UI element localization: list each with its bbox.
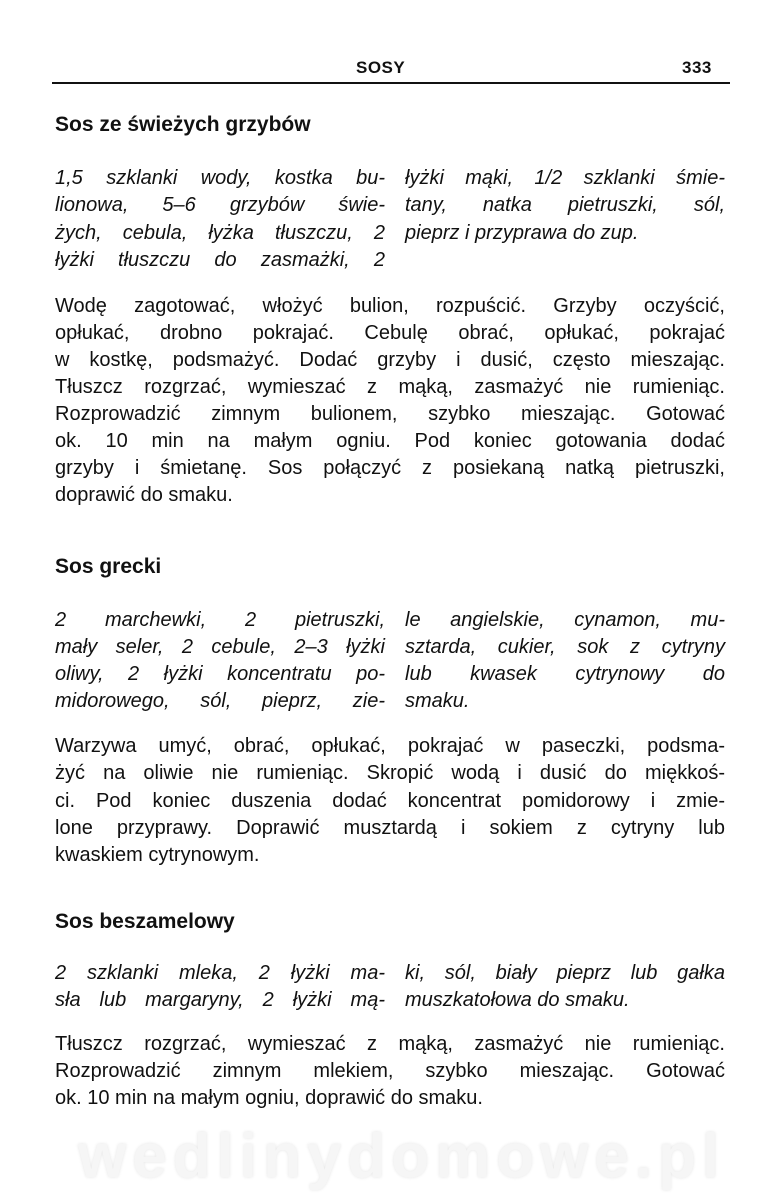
running-header: SOSY bbox=[356, 58, 406, 77]
instruction-line: Rozprowadzić zimnym mlekiem, szybko mieszając. Gotować bbox=[55, 1060, 725, 1082]
ingredient-line: sła lub margaryny, 2 łyżki mą- bbox=[55, 989, 385, 1011]
ingredient-line: mały seler, 2 cebule, 2–3 łyżki bbox=[55, 636, 385, 658]
instruction-line: Wodę zagotować, włożyć bulion, rozpuścić. Grzyby oczyścić, bbox=[55, 295, 725, 317]
ingredient-line: pieprz i przyprawa do zup. bbox=[405, 222, 639, 244]
header-rule bbox=[52, 82, 730, 84]
instruction-line: Warzywa umyć, obrać, opłukać, pokrajać w paseczki, podsma- bbox=[55, 735, 725, 757]
instruction-line: ci. Pod koniec duszenia dodać koncentrat pomidorowy i zmie- bbox=[55, 790, 725, 812]
ingredient-line: midorowego, sól, pieprz, zie- bbox=[55, 690, 385, 712]
page-number: 333 bbox=[682, 58, 712, 77]
recipe-title: Sos ze świeżych grzybów bbox=[55, 113, 311, 136]
instruction-line: Tłuszcz rozgrzać, wymieszać z mąką, zasmażyć nie rumieniąc. bbox=[55, 376, 725, 398]
instruction-line: Rozprowadzić zimnym bulionem, szybko mieszając. Gotować bbox=[55, 403, 725, 425]
ingredient-line: le angielskie, cynamon, mu- bbox=[405, 609, 725, 631]
ingredient-line: łyżki mąki, 1/2 szklanki śmie- bbox=[405, 167, 725, 189]
ingredient-line: smaku. bbox=[405, 690, 470, 712]
ingredient-line: muszkatołowa do smaku. bbox=[405, 989, 630, 1011]
watermark: wedlinydomowe.pl bbox=[78, 1122, 726, 1191]
ingredient-line: 1,5 szklanki wody, kostka bu- bbox=[55, 167, 385, 189]
instruction-line: w kostkę, podsmażyć. Dodać grzyby i dusić, często mieszając. bbox=[55, 349, 725, 371]
ingredient-line: żych, cebula, łyżka tłuszczu, 2 bbox=[55, 222, 385, 244]
ingredient-line: łyżki tłuszczu do zasmażki, 2 bbox=[55, 249, 385, 271]
ingredient-line: oliwy, 2 łyżki koncentratu po- bbox=[55, 663, 385, 685]
instruction-line: żyć na oliwie nie rumieniąc. Skropić wodą i dusić do miękkoś- bbox=[55, 762, 725, 784]
instruction-line: lone przyprawy. Doprawić musztardą i sokiem z cytryny lub bbox=[55, 817, 725, 839]
instruction-line: grzyby i śmietanę. Sos połączyć z posiekaną natką pietruszki, bbox=[55, 457, 725, 479]
ingredient-line: 2 szklanki mleka, 2 łyżki ma- bbox=[55, 962, 385, 984]
ingredient-line: lionowa, 5–6 grzybów świe- bbox=[55, 194, 385, 216]
ingredient-line: tany, natka pietruszki, sól, bbox=[405, 194, 725, 216]
instruction-line: doprawić do smaku. bbox=[55, 484, 233, 506]
instruction-line: ok. 10 min na małym ogniu. Pod koniec gotowania dodać bbox=[55, 430, 725, 452]
instruction-line: ok. 10 min na małym ogniu, doprawić do smaku. bbox=[55, 1087, 483, 1109]
instruction-line: Tłuszcz rozgrzać, wymieszać z mąką, zasmażyć nie rumieniąc. bbox=[55, 1033, 725, 1055]
instruction-line: kwaskiem cytrynowym. bbox=[55, 844, 260, 866]
ingredient-line: lub kwasek cytrynowy do bbox=[405, 663, 725, 685]
ingredient-line: 2 marchewki, 2 pietruszki, bbox=[55, 609, 385, 631]
ingredient-line: sztarda, cukier, sok z cytryny bbox=[405, 636, 725, 658]
ingredient-line: ki, sól, biały pieprz lub gałka bbox=[405, 962, 725, 984]
recipe-title: Sos beszamelowy bbox=[55, 910, 235, 933]
recipe-title: Sos grecki bbox=[55, 555, 162, 578]
instruction-line: opłukać, drobno pokrajać. Cebulę obrać, opłukać, pokrajać bbox=[55, 322, 725, 344]
